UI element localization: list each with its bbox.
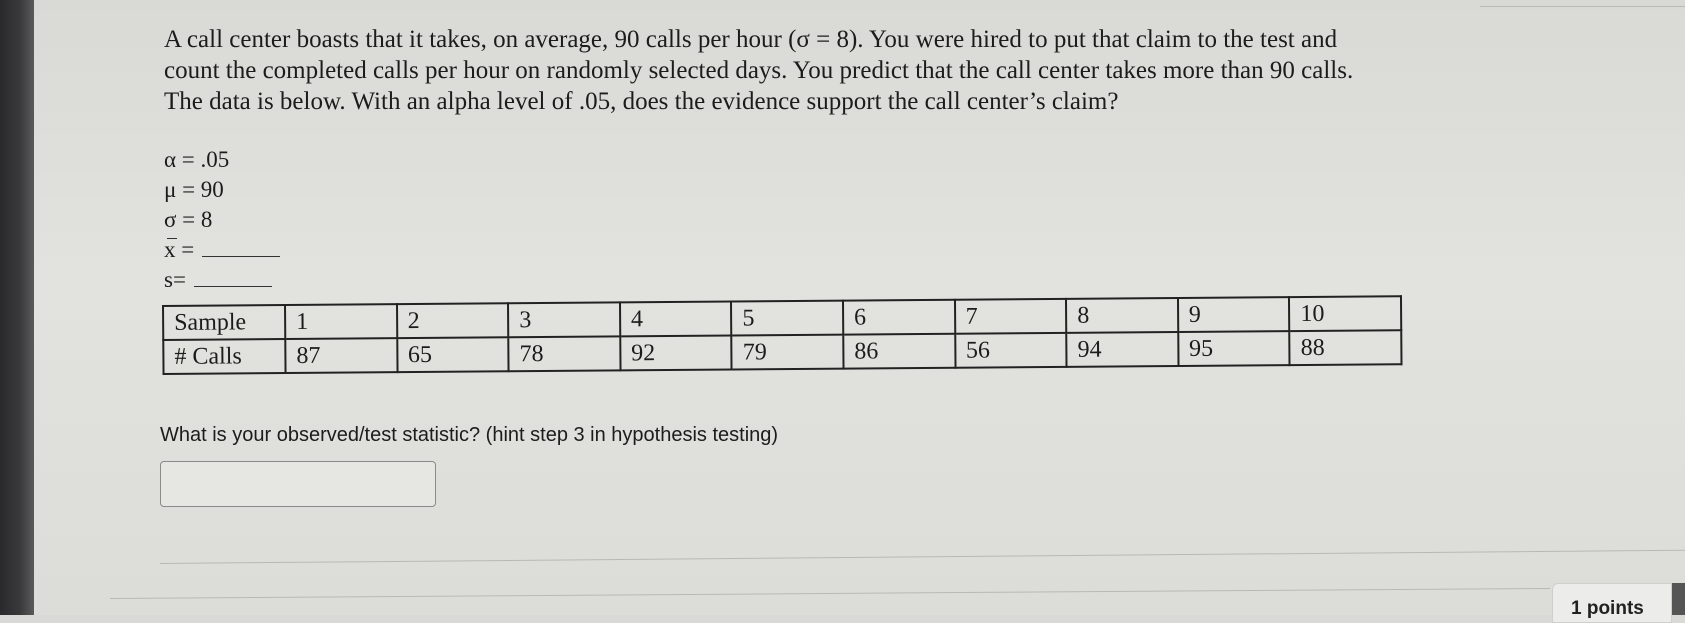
table-cell: 95 — [1178, 331, 1290, 366]
table-cell: 56 — [955, 333, 1067, 368]
corner-edge — [1672, 583, 1685, 615]
xbar-label: x = — [164, 235, 194, 265]
s-label: s= — [164, 267, 186, 292]
s-blank — [194, 268, 272, 287]
question-line-2: count the completed calls per hour on randomly selected days. You predict that the call center takes more than 90 calls. — [164, 57, 1354, 84]
question-line-3: The data is below. With an alpha level of .05, does the evidence support the call center’s claim? — [164, 88, 1119, 115]
answer-input[interactable] — [160, 461, 436, 507]
table-cell: 8 — [1066, 298, 1178, 333]
table-cell: 88 — [1290, 330, 1402, 365]
xbar-row — [164, 235, 280, 265]
table-cell: 5 — [731, 301, 843, 336]
table-cell: 94 — [1066, 332, 1178, 367]
top-divider — [1480, 0, 1685, 7]
screen-bezel — [0, 0, 34, 615]
given-values — [164, 145, 280, 295]
mu-value: μ = 90 — [164, 177, 224, 202]
sample-header: Sample — [163, 305, 285, 340]
table-cell: 65 — [397, 337, 509, 372]
table-cell: 79 — [732, 335, 844, 370]
table-cell: 1 — [285, 304, 397, 339]
table-cell: 10 — [1289, 296, 1401, 331]
section-divider — [160, 550, 1685, 564]
alpha-value: α = .05 — [164, 147, 230, 172]
xbar-blank — [202, 238, 280, 257]
table-cell: 7 — [955, 299, 1067, 334]
data-table — [162, 295, 1403, 375]
question-prompt: What is your observed/test statistic? (hint step 3 in hypothesis testing) — [160, 424, 779, 446]
question-line-1: A call center boasts that it takes, on average, 90 calls per hour (σ = 8). You were hired to put that claim to the test and — [164, 26, 1338, 53]
table-cell: 2 — [397, 303, 509, 338]
table-cell: 92 — [620, 336, 732, 371]
table-cell: 86 — [843, 334, 955, 369]
question-text — [164, 24, 1384, 117]
table-cell: 4 — [620, 302, 732, 337]
table-cell: 6 — [843, 300, 955, 335]
points-label: 1 points — [1552, 583, 1672, 623]
table-cell: 9 — [1178, 297, 1290, 332]
table-cell: 87 — [285, 338, 397, 373]
section-divider — [110, 588, 1550, 599]
sigma-value: σ = 8 — [164, 207, 213, 232]
s-row — [164, 265, 280, 295]
table-cell: 78 — [508, 336, 620, 371]
calls-header: # Calls — [163, 339, 285, 374]
table-cell: 3 — [508, 302, 620, 337]
